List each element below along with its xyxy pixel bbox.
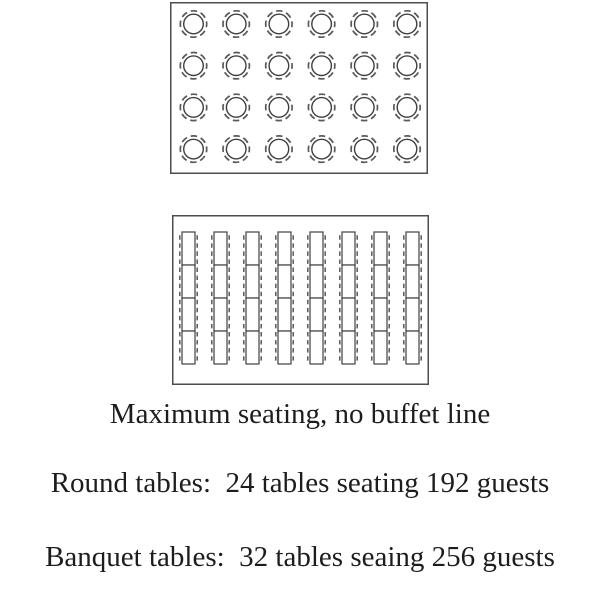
round-table	[184, 56, 204, 76]
round-table	[269, 56, 289, 76]
round-table	[355, 139, 375, 159]
caption-round-tables: Round tables: 24 tables seating 192 guests	[50, 467, 550, 499]
banquet-tables-diagram	[172, 215, 429, 385]
banquet-table	[406, 331, 419, 364]
banquet-table	[310, 232, 323, 265]
round-table	[226, 14, 246, 34]
round-table	[312, 139, 332, 159]
banquet-table	[246, 298, 259, 331]
round-table	[397, 139, 417, 159]
banquet-table	[342, 298, 355, 331]
banquet-table	[310, 331, 323, 364]
round-table	[397, 56, 417, 76]
banquet-table	[246, 265, 259, 298]
banquet-table	[374, 298, 387, 331]
round-table	[397, 14, 417, 34]
round-table	[226, 56, 246, 76]
round-table	[269, 14, 289, 34]
round-table	[312, 56, 332, 76]
round-table	[397, 98, 417, 118]
caption-banquet-tables: Banquet tables: 32 tables seaing 256 guests	[45, 541, 555, 573]
banquet-table	[246, 331, 259, 364]
banquet-table	[278, 232, 291, 265]
banquet-table	[278, 298, 291, 331]
banquet-table	[214, 265, 227, 298]
banquet-table	[406, 232, 419, 265]
banquet-table	[246, 232, 259, 265]
round-table	[184, 98, 204, 118]
round-table	[355, 98, 375, 118]
banquet-table	[214, 298, 227, 331]
round-tables-diagram	[170, 2, 428, 174]
round-table	[269, 139, 289, 159]
banquet-table	[182, 232, 195, 265]
round-table	[312, 14, 332, 34]
banquet-table	[310, 265, 323, 298]
round-table	[226, 139, 246, 159]
banquet-table	[342, 331, 355, 364]
banquet-table	[342, 265, 355, 298]
banquet-table	[214, 331, 227, 364]
banquet-table	[374, 232, 387, 265]
banquet-table	[406, 298, 419, 331]
banquet-table	[310, 298, 323, 331]
banquet-table	[182, 265, 195, 298]
banquet-table	[374, 331, 387, 364]
banquet-table	[342, 232, 355, 265]
banquet-table	[278, 265, 291, 298]
banquet-table	[182, 331, 195, 364]
room-outline	[171, 3, 428, 174]
round-table	[312, 98, 332, 118]
banquet-table	[406, 265, 419, 298]
round-table	[184, 139, 204, 159]
round-table	[184, 14, 204, 34]
banquet-table	[278, 331, 291, 364]
banquet-table	[214, 232, 227, 265]
round-table	[355, 56, 375, 76]
round-table	[269, 98, 289, 118]
round-table	[355, 14, 375, 34]
round-table	[226, 98, 246, 118]
caption-maximum-seating: Maximum seating, no buffet line	[109, 398, 491, 430]
banquet-table	[182, 298, 195, 331]
banquet-table	[374, 265, 387, 298]
